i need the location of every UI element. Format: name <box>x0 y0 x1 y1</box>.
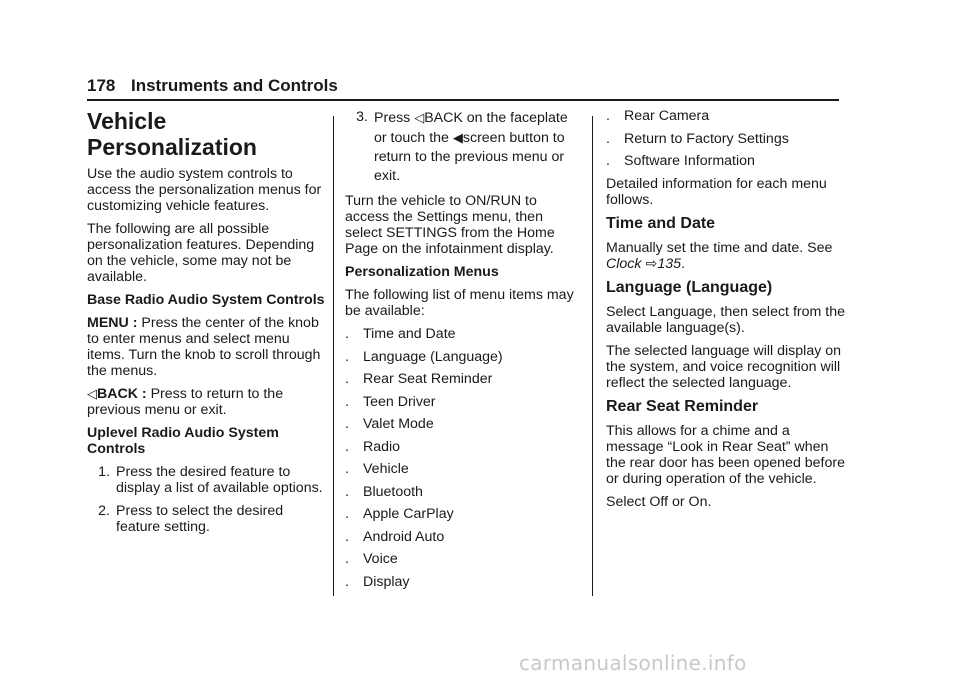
list-item <box>345 574 583 590</box>
list-item <box>345 461 583 477</box>
step-item <box>345 108 583 186</box>
time-date-heading: Time and Date <box>606 214 716 232</box>
column-3 <box>606 108 846 517</box>
list-item-label: Valet Mode <box>363 416 434 432</box>
bullet-marker: . <box>345 326 349 342</box>
bullet-marker: . <box>345 416 349 432</box>
list-item-label: Time and Date <box>363 326 456 342</box>
turn-on-paragraph: Turn the vehicle to ON/RUN to access the Settings menu, then select SETTINGS from the Home Page on the infotainment display. <box>345 193 555 257</box>
column-divider-1 <box>333 116 334 596</box>
list-item <box>345 484 583 500</box>
step3-text-b: BACK on the faceplate or touch the <box>374 110 568 146</box>
screen-back-icon: ◀ <box>452 130 463 145</box>
list-item <box>606 153 846 169</box>
language-paragraph-2: The selected language will display on the system, and voice recognition will reflect the selected language. <box>606 342 842 391</box>
title-line-2: Personalization <box>87 134 257 160</box>
back-icon: ◁ <box>414 110 425 125</box>
bullet-marker: . <box>606 108 610 124</box>
watermark: carmanualsonline.info <box>519 651 747 675</box>
bullet-marker: . <box>345 528 349 545</box>
page-header <box>87 70 839 100</box>
rear-seat-heading: Rear Seat Reminder <box>606 397 759 415</box>
intro-paragraph: Use the audio system controls to access the personalization menus for customizing vehicle features. <box>87 166 322 214</box>
menu-paragraph <box>87 315 325 379</box>
detail-paragraph: Detailed information for each menu follows. <box>606 175 827 208</box>
list-item-label: Rear Camera <box>624 108 710 124</box>
column-divider-2 <box>592 116 593 596</box>
menu-list-continued <box>606 108 846 169</box>
back-label: BACK : <box>97 386 147 402</box>
time-date-paragraph: Manually set the time and date. See Clock ⇨135. <box>606 239 833 272</box>
bullet-marker: . <box>345 461 349 477</box>
column-1 <box>87 108 325 542</box>
clock-page: 135 <box>657 255 681 272</box>
list-item <box>345 529 583 545</box>
bullet-marker: . <box>345 573 349 590</box>
list-item-label: Android Auto <box>363 528 445 545</box>
personalization-menus-heading: Personalization Menus <box>345 264 499 280</box>
bullet-marker: . <box>345 393 349 410</box>
list-item <box>345 439 583 455</box>
bullet-marker: . <box>345 371 349 387</box>
step-text: Press to select the desired feature setting. <box>116 503 284 535</box>
menus-intro: The following list of menu items may be available: <box>345 287 574 319</box>
column-2 <box>345 108 583 596</box>
step-item <box>87 464 325 496</box>
step-text <box>374 108 583 186</box>
list-item-label: Rear Seat Reminder <box>363 371 493 387</box>
language-heading: Language (Language) <box>606 278 773 296</box>
menu-text: Press the center of the knob to enter menus and select menu items. Turn the knob to scroll through the menus. <box>87 315 321 379</box>
list-item-label: Teen Driver <box>363 393 436 410</box>
list-item <box>345 416 583 432</box>
time-date-text: Manually set the time and date. See <box>606 239 833 256</box>
bullet-marker: . <box>345 438 349 455</box>
list-item-label: Display <box>363 573 410 590</box>
list-item-label: Bluetooth <box>363 483 423 500</box>
main-title <box>87 108 325 160</box>
bullet-marker: . <box>606 153 610 169</box>
bullet-marker: . <box>345 348 349 365</box>
step3-text-a: Press <box>374 110 415 126</box>
step-number: 2. <box>98 503 110 519</box>
list-item <box>345 506 583 522</box>
list-item <box>345 349 583 365</box>
bullet-marker: . <box>345 483 349 500</box>
list-item-label: Vehicle <box>363 461 409 477</box>
step3-text-c: screen button to return to the previous menu or exit. <box>374 130 565 184</box>
menu-list <box>345 326 583 590</box>
list-item-label: Apple CarPlay <box>363 506 454 522</box>
bullet-marker: . <box>345 506 349 522</box>
page-ref-arrow-icon: ⇨ <box>645 255 658 272</box>
list-item-label: Software Information <box>624 153 755 169</box>
rear-seat-paragraph-2: Select Off or On. <box>606 493 712 510</box>
back-text: Press to return to the previous menu or exit. <box>87 386 284 418</box>
list-item-label: Return to Factory Settings <box>624 130 789 147</box>
back-paragraph <box>87 386 325 418</box>
language-paragraph-1: Select Language, then select from the available language(s). <box>606 303 845 336</box>
step-item <box>87 503 325 535</box>
back-icon: ◁ <box>87 386 97 401</box>
list-item-label: Language (Language) <box>363 348 503 365</box>
list-item <box>345 551 583 567</box>
step-number: 3. <box>356 109 368 125</box>
bullet-marker: . <box>345 551 349 567</box>
section-title: Instruments and Controls <box>131 76 338 95</box>
title-line-1: Vehicle <box>87 108 167 134</box>
step-number: 1. <box>98 464 110 480</box>
uplevel-radio-heading: Uplevel Radio Audio System Controls <box>87 425 279 457</box>
menu-label: MENU : <box>87 315 138 331</box>
list-item-label: Radio <box>363 438 401 455</box>
bullet-marker: . <box>606 130 610 147</box>
possible-paragraph: The following are all possible personalization features. Depending on the vehicle, some may not be available. <box>87 221 315 285</box>
list-item <box>345 394 583 410</box>
step-text: Press the desired feature to display a list of available options. <box>116 464 323 496</box>
list-item <box>606 131 846 147</box>
list-item-label: Voice <box>363 551 398 567</box>
rear-seat-paragraph-1: This allows for a chime and a message “Look in Rear Seat” when the rear door has been opened before or during operation of the vehicle. <box>606 422 846 487</box>
base-radio-heading: Base Radio Audio System Controls <box>87 292 325 308</box>
page-number: 178 <box>87 76 116 95</box>
header-rule <box>87 99 839 101</box>
clock-reference: Clock <box>606 255 642 272</box>
list-item <box>345 326 583 342</box>
list-item <box>345 371 583 387</box>
list-item <box>606 108 846 124</box>
